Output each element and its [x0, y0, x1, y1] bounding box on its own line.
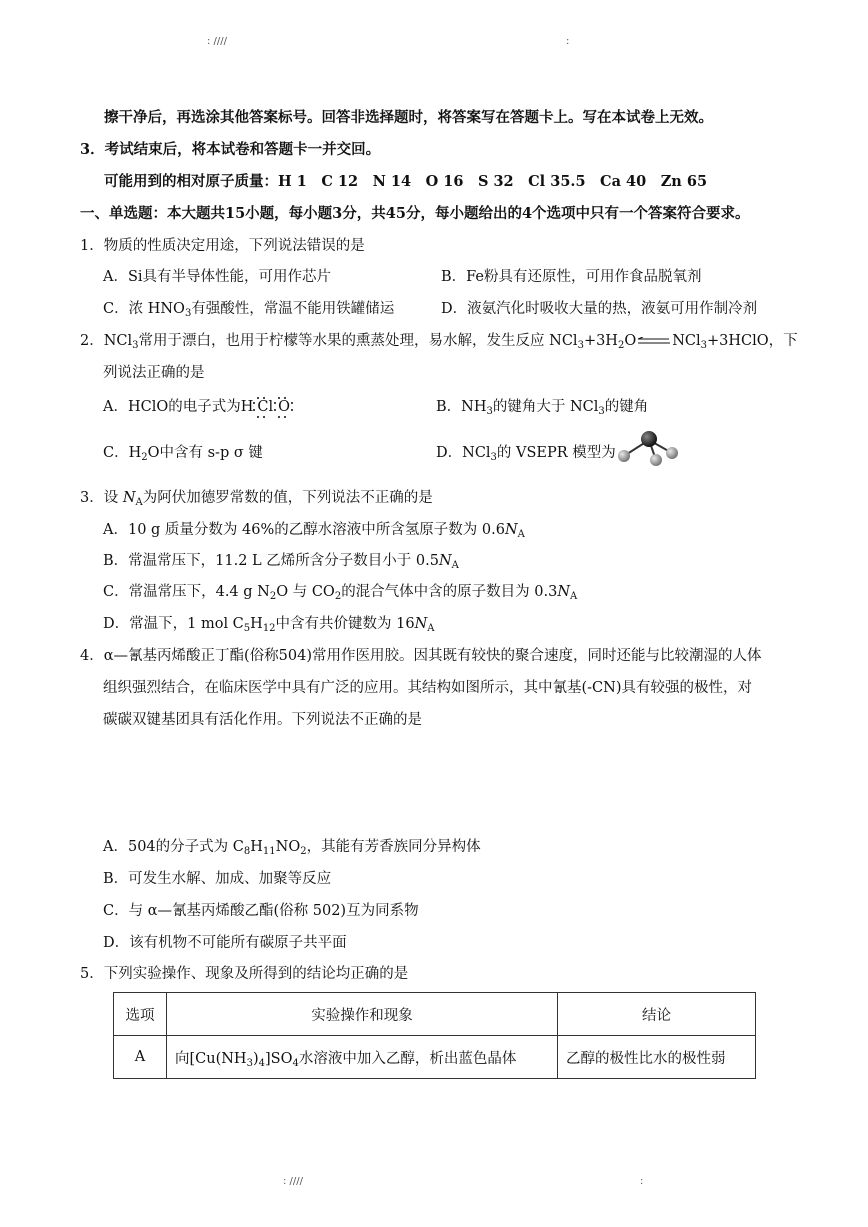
q4-option-c: C．与 α—氰基丙烯酸乙酯(俗称 502)互为同系物	[103, 903, 419, 919]
atomic-masses: 可能用到的相对原子质量：H 1 C 12 N 14 O 16 S 32 Cl 35.5 Ca 40 Zn 65	[104, 173, 708, 190]
section-heading: 一、单选题：本大题共15小题，每小题3分，共45分，每小题给出的4个选项中只有一个答案符合要求。	[80, 205, 750, 222]
q1-option-d: D．液氨汽化时吸收大量的热，液氨可用作制冷剂	[441, 301, 758, 317]
instruction-item-3: 3．考试结束后，将本试卷和答题卡一并交回。	[80, 141, 381, 158]
question-4-stem-line2: 组织强烈结合，在临床医学中具有广泛的应用。其结构如图所示，其中氰基(-CN)具有较强的极性，对	[103, 680, 752, 696]
question-3-stem: 3．设 $N_A$为阿伏加德罗常数的值，下列说法不正确的是	[80, 490, 433, 508]
q4-option-a: A．504的分子式为 $C_8H_{11}NO_2$，其能有芳香族同分异构体	[103, 839, 481, 857]
question-4-stem-line3: 碳碳双键基团具有活化作用。下列说法不正确的是	[103, 712, 422, 728]
q3-option-d: D．常温下，1 mol $C_5H_{12}$中含有共价键数为 $16N_A$	[103, 616, 435, 634]
page-footer-right: :	[640, 1176, 644, 1187]
q3-option-c: C．常温常压下，4.4 g $N_2O$ 与 $CO_2$的混合气体中含的原子数目为 $0.3N_A$	[103, 584, 578, 602]
q3-option-a: A．10 g 质量分数为 46%的乙醇水溶液中所含氢原子数为 $0.6N_A$	[103, 522, 525, 540]
table-row	[114, 1036, 756, 1079]
q2-option-b: B．$NH_3$的键角大于 NCl$_3$的键角	[436, 399, 649, 417]
equilibrium-arrow-icon	[637, 337, 671, 345]
q2-option-a: A．HClO的电子式为H Cl O	[103, 395, 295, 416]
table-header-cell: 选项	[114, 993, 167, 1036]
q4-option-d: D．该有机物不可能所有碳原子共平面	[103, 935, 347, 951]
q2-option-c: C．$H_2O$中含有 s-p σ 键	[103, 445, 263, 463]
table-header-cell: 实验操作和现象	[167, 993, 558, 1036]
question-2-stem-line2: 列说法正确的是	[103, 365, 205, 381]
q1-option-a: A．Si具有半导体性能，可用作芯片	[103, 269, 332, 285]
hclo-electron-formula: H Cl O	[241, 399, 295, 415]
instruction-line: 擦干净后，再选涂其他答案标号。回答非选择题时，将答案写在答题卡上。写在本试卷上无效。	[104, 109, 713, 126]
page-footer-left: : ////	[283, 1176, 304, 1187]
q1-option-c: C．浓 $HNO_3$有强酸性，常温不能用铁罐储运	[103, 301, 395, 319]
page-header-left: : ////	[207, 36, 228, 47]
q4-option-b: B．可发生水解、加成、加聚等反应	[103, 871, 332, 887]
question-5-stem: 5．下列实验操作、现象及所得到的结论均正确的是	[80, 966, 409, 982]
experiment-table	[113, 992, 756, 1079]
q2-option-d: D．NCl$_3$的 VSEPR 模型为	[436, 445, 616, 463]
table-cell-option: A	[114, 1036, 167, 1079]
q1-option-b: B．Fe粉具有还原性，可用作食品脱氧剂	[441, 269, 702, 285]
table-cell-conclusion: 乙醇的极性比水的极性弱	[558, 1036, 756, 1079]
table-header-row	[114, 993, 756, 1036]
table-header-cell: 结论	[558, 993, 756, 1036]
vsepr-model-icon	[612, 428, 682, 468]
q3-option-b: B．常温常压下，11.2 L 乙烯所含分子数目小于 $0.5N_A$	[103, 553, 459, 571]
table-cell-operation: 向$[Cu(NH_3)_4]SO_4$水溶液中加入乙醇，析出蓝色晶体	[167, 1036, 558, 1079]
page-header-right: :	[566, 36, 570, 47]
question-4-stem: 4．α—氰基丙烯酸正丁酯(俗称504)常用作医用胶。因其既有较快的聚合速度，同时还能与比较潮湿的人体	[80, 648, 762, 664]
question-1-stem: 1．物质的性质决定用途，下列说法错误的是	[80, 238, 365, 254]
question-2-stem: 2．NCl$_3$常用于漂白，也用于柠檬等水果的熏蒸处理，易水解，发生反应 $NCl_3+3H_2O$ NCl$_3$+3HClO，下	[80, 333, 798, 351]
